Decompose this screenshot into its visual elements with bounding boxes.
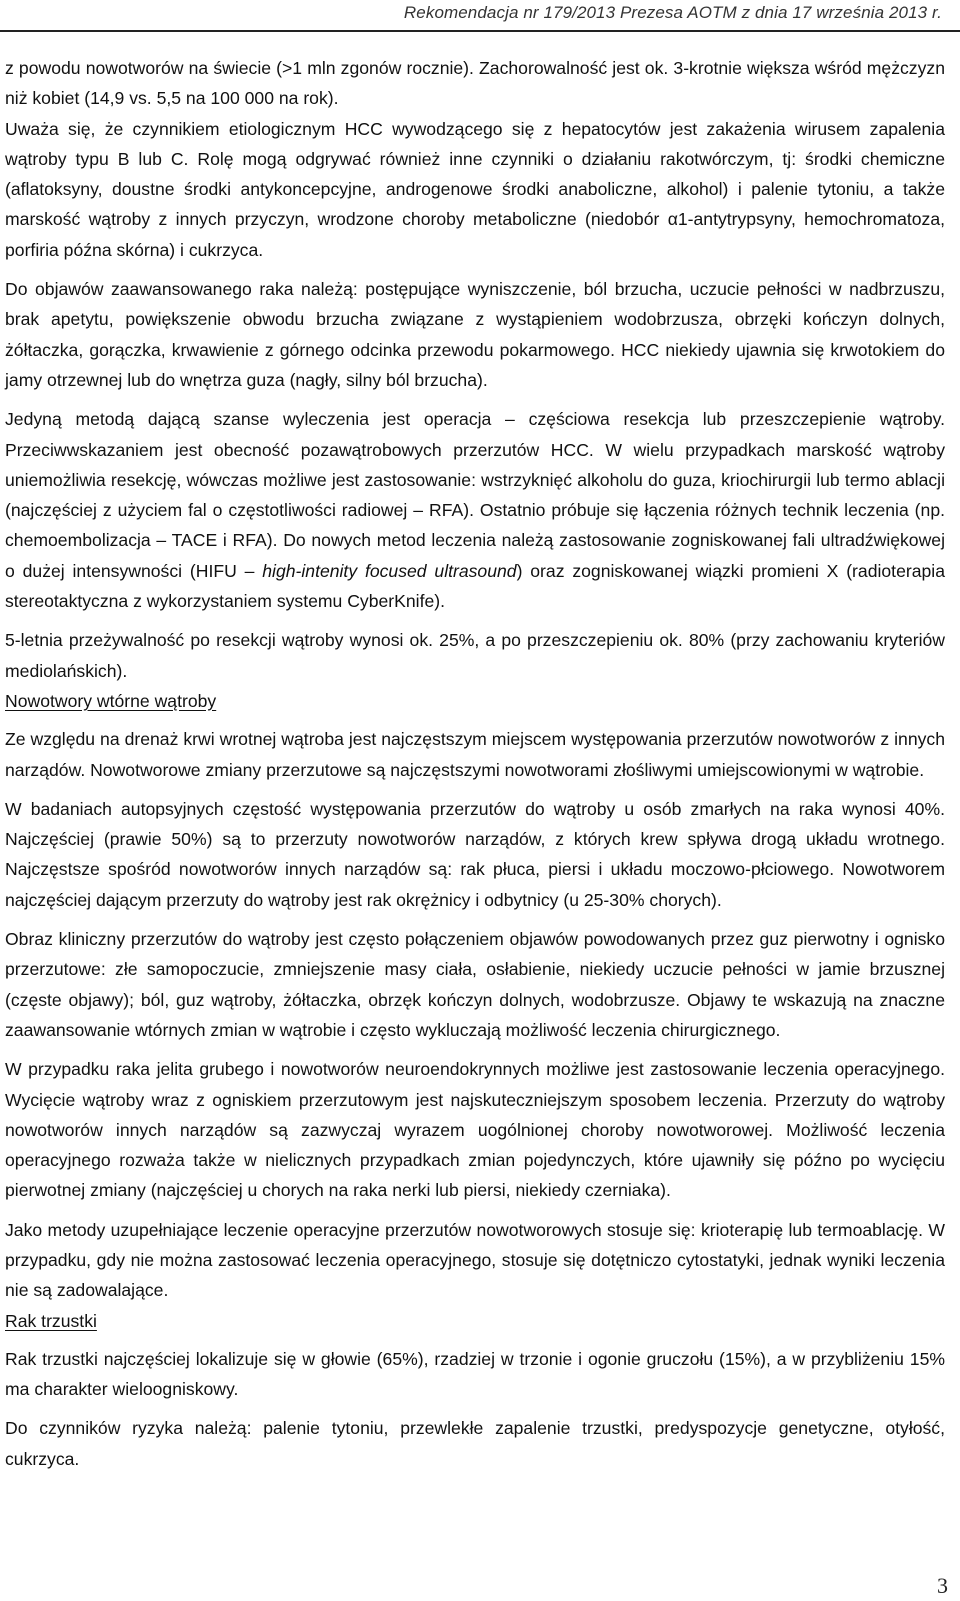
document-body (5, 53, 945, 1483)
paragraph-metastases-autopsy: W badaniach autopsyjnych częstość występowania przerzutów do wątroby u osób zmarłych na raka wynosi 40%. Najczęściej (prawie 50%) są to przerzuty nowotworów narządów, z których krew spływa drogą układu wrotnego. Najczęstsze spośród nowotworów innych narządów są: rak płuca, piersi i układu moczowo-płciowego. Nowotworem najczęściej dającym przerzuty do wątroby jest rak okrężnicy i odbytnicy (u 25-30% chorych). (5, 798, 945, 910)
paragraph-hcc-survival: 5-letnia przeżywalność po resekcji wątroby wynosi ok. 25%, a po przeszczepieniu ok. 80% (przy zachowaniu kryteriów mediolańskich). (5, 630, 945, 681)
paragraph-metastases-adjuvant: Jako metody uzupełniające leczenie operacyjne przerzutów nowotworowych stosuje się: krioterapię lub termoablację. W przypadku, gdy nie można zastosować leczenia operacyjnego, stosuje się dotętniczo cytostatyki, jednak wyniki leczenia nie są zadowalające. (5, 1219, 945, 1301)
page-number: 3 (937, 1573, 948, 1598)
document-header-title: Rekomendacja nr 179/2013 Prezesa AOTM z dnia 17 września 2013 r. (403, 3, 942, 22)
header-divider (0, 30, 960, 32)
paragraph-hcc-incidence: z powodu nowotworów na świecie (>1 mln zgonów rocznie). Zachorowalność jest ok. 3-krotnie większa wśród mężczyzn niż kobiet (14,9 vs. 5,5 na 100 000 na rok). (5, 58, 945, 109)
paragraph-pancreas-location: Rak trzustki najczęściej lokalizuje się w głowie (65%), rzadziej w trzonie i ogonie gruczołu (15%), a w przybliżeniu 15% ma charakter wieloogniskowy. (5, 1348, 945, 1400)
paragraph-hcc-etiology: Uważa się, że czynnikiem etiologicznym HCC wywodzącego się z hepatocytów jest zakażenia wirusem zapalenia wątroby typu B lub C. Rolę mogą odgrywać również inne czynniki o działaniu rakotwórczym, tj: środki chemiczne (aflatoksyny, doustne środki antykoncepcyjne, androgenowe środki anaboliczne, alkohol) i palenie tytoniu, a także marskość wątroby z innych przyczyn, wrodzone choroby metaboliczne (niedobór α1-antytrypsyny, hemochromatoza, porfiria późna skórna) i cukrzyca. (5, 118, 945, 260)
paragraph-metastases-frequency: Ze względu na drenaż krwi wrotnej wątroba jest najczęstszym miejscem występowania przerzutów nowotworów z innych narządów. Nowotworowe zmiany przerzutowe są najczęstszymi nowotworami złośliwymi umiejscowionymi w wątrobie. (5, 729, 945, 780)
paragraph-hcc-treatment (5, 404, 945, 616)
section-heading-secondary-liver-tumors: Nowotwory wtórne wątroby (5, 690, 217, 711)
section-heading-pancreatic-cancer: Rak trzustki (5, 1310, 97, 1331)
paragraph-metastases-clinical: Obraz kliniczny przerzutów do wątroby jest często połączeniem objawów powodowanych przez guz pierwotny i ognisko przerzutowe: złe samopoczucie, zmniejszenie masy ciała, osłabienie, niekiedy uczucie pełności w jamie brzusznej (częste objawy); ból, guz wątroby, żółtaczka, obrzęk kończyn dolnych, wodobrzusze. Objawy te wskazują na znaczne zaawansowanie wtórnych zmian w wątrobie i często wykluczają możliwość leczenia chirurgicznego. (5, 929, 945, 1040)
hifu-italic-term: high-intenity focused ultrasound (262, 560, 517, 581)
paragraph-metastases-surgery: W przypadku raka jelita grubego i nowotworów neuroendokrynnych możliwe jest zastosowanie leczenia operacyjnego. Wycięcie wątroby wraz z ogniskiem przerzutowym jest najskuteczniejszym sposobem leczenia. Przerzuty do wątroby nowotworów innych narządów są zazwyczaj wyrazem uogólnionej choroby nowotworowej. Możliwość leczenia operacyjnego rozważa także w nielicznych przypadkach zmian pojedynczych, które ujawniły się późno po wycięciu pierwotnej zmiany (najczęściej u chorych na raka nerki lub piersi, niekiedy czerniaka). (5, 1059, 945, 1201)
paragraph-pancreas-risk-factors: Do czynników ryzyka należą: palenie tytoniu, przewlekłe zapalenie trzustki, predyspozycje genetyczne, otyłość, cukrzyca. (5, 1418, 945, 1469)
treatment-text-part-2: ) oraz zogniskowanej wiązki promieni X (radioterapia stereotaktyczna z wykorzystaniem systemu CyberKnife). (5, 560, 945, 612)
paragraph-hcc-symptoms: Do objawów zaawansowanego raka należą: postępujące wyniszczenie, ból brzucha, uczucie pełności w nadbrzuszu, brak apetytu, powiększenie obwodu brzucha związane z wystąpieniem wodobrzusza, obrzęki kończyn dolnych, żółtaczka, gorączka, krwawienie z górnego odcinka przewodu pokarmowego. HCC niekiedy ujawnia się krwotokiem do jamy otrzewnej lub do wnętrza guza (nagły, silny ból brzucha). (5, 279, 945, 390)
treatment-text-part-1: Jedyną metodą dającą szanse wyleczenia jest operacja – częściowa resekcja lub przeszczepienie wątroby. Przeciwwskazaniem jest obecność pozawątrobowych przerzutów HCC. W wielu przypadkach marskość wątroby uniemożliwia resekcję, wówczas możliwe jest zastosowanie: wstrzyknięć alkoholu do guza, kriochirurgii lub termo ablacji (najczęściej z użyciem fal o częstotliwości radiowej – RFA). Ostatnio próbuje się łączenia różnych technik leczenia (np. chemoembolizacja – TACE i RFA). Do nowych metod leczenia należą zastosowanie zogniskowanej fali ultradźwiękowej o dużej intensywności (HIFU – (5, 409, 945, 581)
